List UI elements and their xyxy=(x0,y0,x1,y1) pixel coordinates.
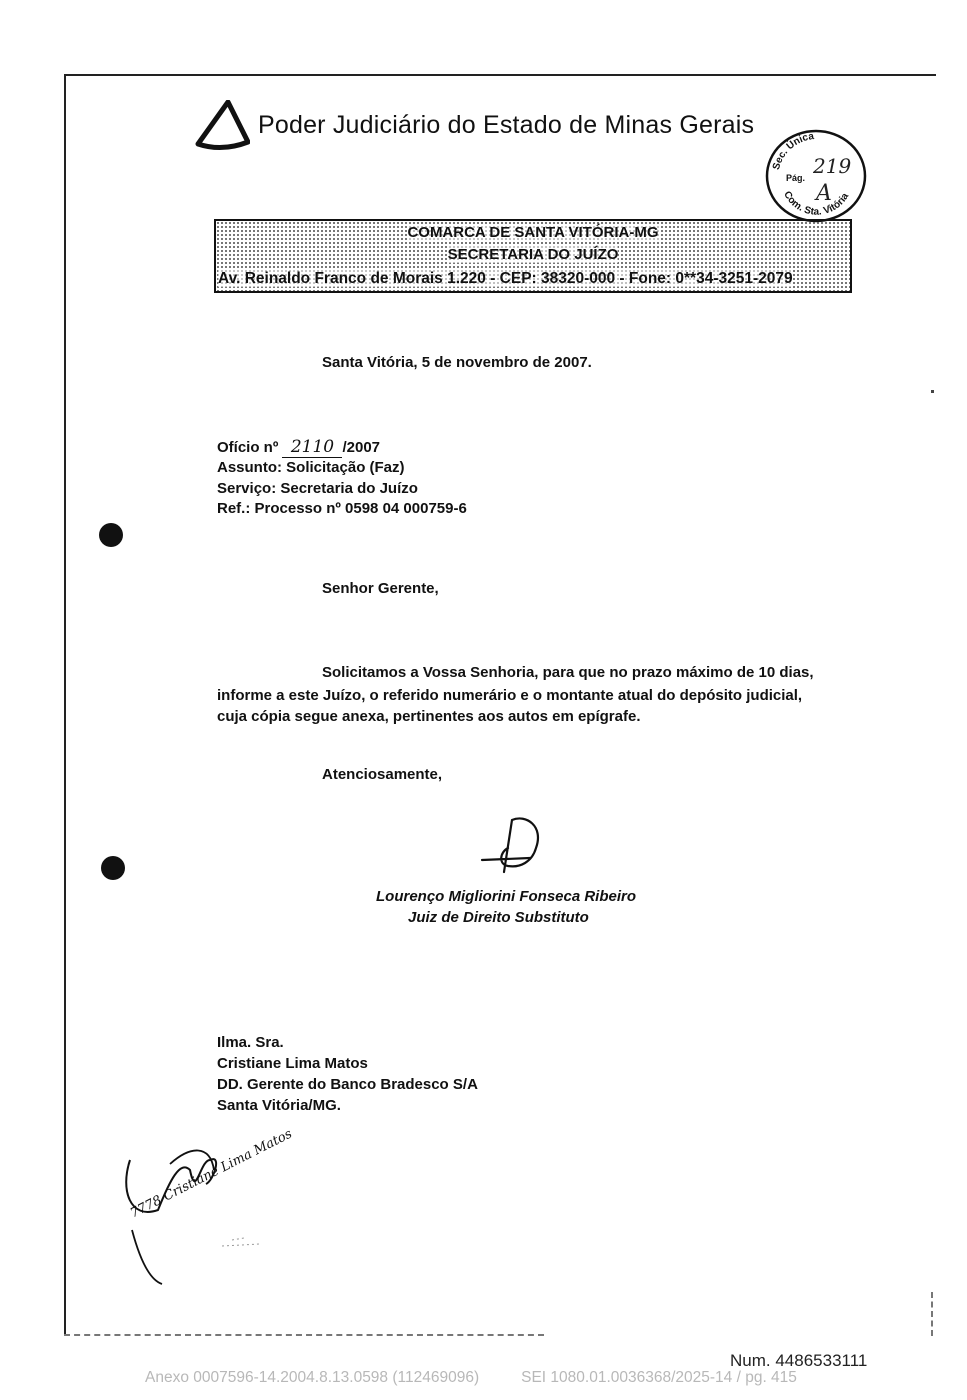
recipient-city: Santa Vitória/MG. xyxy=(217,1097,341,1114)
ref-number: 0598 04 000759-6 xyxy=(345,500,467,517)
paragraph-line-1: Solicitamos a Vossa Senhoria, para que no prazo máximo de 10 dias, xyxy=(322,664,814,681)
address-line: Av. Reinaldo Franco de Morais 1.220 - CEP: 38320-000 - Fone: 0**34-3251-2079 xyxy=(218,270,793,287)
svg-text:Com. Sta. Vitória: Com. Sta. Vitória xyxy=(781,189,852,218)
paragraph-line-2: informe a este Juízo, o referido numerário e o montante atual do depósito judicial, xyxy=(217,687,803,704)
oficio-number: 2110 xyxy=(282,437,342,458)
p1-deadline: 10 dias xyxy=(758,664,810,681)
stamp-page-label: Pág. xyxy=(786,173,806,183)
stamp-initial: A xyxy=(816,181,832,206)
secretaria-line: SECRETARIA DO JUÍZO xyxy=(447,246,619,263)
footer-anexo: Anexo 0007596-14.2004.8.13.0598 (112469096) xyxy=(145,1369,480,1386)
closing: Atenciosamente, xyxy=(322,766,443,783)
oficio-line xyxy=(217,437,380,458)
scan-border-bottom xyxy=(64,1334,544,1336)
signer-name: Lourenço Migliorini Fonseca Ribeiro xyxy=(376,888,637,905)
punch-hole xyxy=(101,856,125,880)
scan-border-top xyxy=(64,74,936,76)
scan-speck xyxy=(931,390,934,393)
servico-line: Serviço: Secretaria do Juízo xyxy=(217,480,418,497)
svg-text:Sec. Única: Sec. Única xyxy=(770,131,815,172)
stamp-page-number: 219 xyxy=(813,154,852,178)
assunto-line: Assunto: Solicitação (Faz) xyxy=(217,459,405,476)
judge-signature xyxy=(478,812,548,878)
punch-hole xyxy=(99,523,123,547)
letter-date: Santa Vitória, 5 de novembro de 2007. xyxy=(322,354,592,371)
comarca-line: COMARCA DE SANTA VITÓRIA-MG xyxy=(407,224,659,241)
court-header-box xyxy=(214,219,852,293)
p1-text: Solicitamos a Vossa Senhoria, para que no prazo máximo de xyxy=(322,664,755,681)
receipt-text: 7778 Cristiane Lima Matos xyxy=(128,1126,295,1222)
ref-label: Ref.: Processo nº xyxy=(217,500,341,517)
footer-metadata xyxy=(145,1369,797,1387)
salutation: Senhor Gerente, xyxy=(322,580,439,597)
scan-edge-mark xyxy=(931,1292,933,1336)
signer-title: Juiz de Direito Substituto xyxy=(408,909,589,926)
oficio-prefix: Ofício nº xyxy=(217,439,279,456)
recipient-salutation: Ilma. Sra. xyxy=(217,1034,284,1051)
footer-sei: SEI 1080.01.0036368/2025-14 / pg. 415 xyxy=(521,1369,797,1386)
document-number: Num. 4486533111 xyxy=(730,1351,868,1370)
paragraph-line-3: cuja cópia segue anexa, pertinentes aos autos em epígrafe. xyxy=(217,708,641,725)
triangle-logo-icon xyxy=(194,100,250,152)
recipient-role: DD. Gerente do Banco Bradesco S/A xyxy=(217,1076,478,1093)
oficio-suffix: /2007 xyxy=(342,439,381,456)
recipient-name: Cristiane Lima Matos xyxy=(217,1055,368,1072)
scan-border-left xyxy=(64,74,66,1336)
ref-line xyxy=(217,500,467,517)
court-title: Poder Judiciário do Estado de Minas Gerais xyxy=(258,111,755,139)
